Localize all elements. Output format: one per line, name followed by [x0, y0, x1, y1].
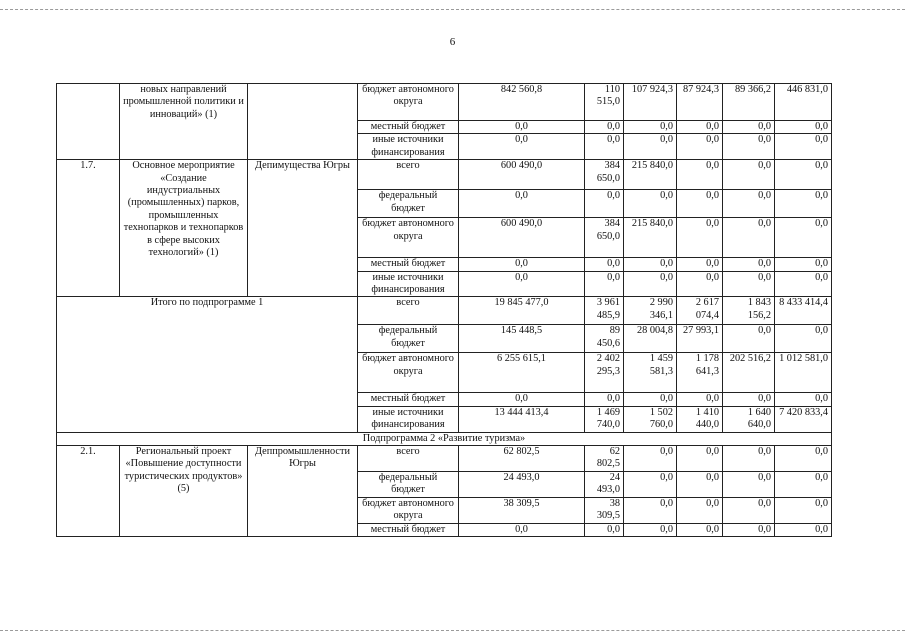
total-cell: 0,0	[459, 271, 585, 297]
year-value-cell: 0,0	[624, 258, 677, 271]
total-row	[57, 297, 832, 325]
year-value-cell: 0,0	[677, 160, 723, 190]
year-value-cell: 1 410 440,0	[677, 406, 723, 432]
year-value-cell: 1 640 640,0	[723, 406, 775, 432]
year-value-cell: 0,0	[775, 190, 832, 218]
total-cell: 6 255 615,1	[459, 353, 585, 393]
year-value-cell: 38 309,5	[585, 497, 624, 523]
total-cell: 600 490,0	[459, 160, 585, 190]
year-value-cell: 0,0	[677, 497, 723, 523]
year-value-cell: 0,0	[723, 121, 775, 134]
year-value-cell: 0,0	[624, 134, 677, 160]
year-value-cell: 0,0	[677, 271, 723, 297]
funding-source-cell: федеральный бюджет	[358, 190, 459, 218]
total-cell: 0,0	[459, 121, 585, 134]
year-value-cell: 27 993,1	[677, 325, 723, 353]
year-value-cell: 215 840,0	[624, 160, 677, 190]
year-value-cell: 2 617 074,4	[677, 297, 723, 325]
total-cell: 62 802,5	[459, 446, 585, 472]
scan-edge-bottom	[0, 630, 905, 631]
total-cell: 19 845 477,0	[459, 297, 585, 325]
scan-edge-top	[0, 9, 905, 10]
table-row	[57, 160, 832, 190]
year-value-cell: 1 502 760,0	[624, 406, 677, 432]
year-value-cell: 0,0	[723, 258, 775, 271]
year-value-cell: 3 961 485,9	[585, 297, 624, 325]
year-value-cell: 0,0	[585, 523, 624, 536]
year-value-cell: 0,0	[585, 271, 624, 297]
year-value-cell: 0,0	[775, 446, 832, 472]
item-name-cell: новых направлений промышленной политики и инноваций» (1)	[120, 84, 248, 160]
year-value-cell: 0,0	[775, 258, 832, 271]
year-value-cell: 1 469 740,0	[585, 406, 624, 432]
year-value-cell: 0,0	[624, 121, 677, 134]
year-value-cell: 110 515,0	[585, 84, 624, 121]
year-value-cell: 0,0	[723, 393, 775, 406]
year-value-cell: 1 178 641,3	[677, 353, 723, 393]
year-value-cell: 0,0	[775, 121, 832, 134]
total-cell: 0,0	[459, 134, 585, 160]
total-cell: 0,0	[459, 393, 585, 406]
subprogram-header-row	[57, 432, 832, 445]
year-value-cell: 446 831,0	[775, 84, 832, 121]
year-value-cell: 0,0	[677, 446, 723, 472]
year-value-cell: 0,0	[585, 258, 624, 271]
year-value-cell: 0,0	[624, 190, 677, 218]
year-value-cell: 202 516,2	[723, 353, 775, 393]
year-value-cell: 28 004,8	[624, 325, 677, 353]
subprogram-2-title: Подпрограмма 2 «Развитие туризма»	[57, 432, 832, 445]
year-value-cell: 0,0	[677, 218, 723, 258]
executor-cell: Депимущества Югры	[248, 160, 358, 297]
item-number-cell	[57, 84, 120, 160]
year-value-cell: 0,0	[624, 446, 677, 472]
year-value-cell: 0,0	[775, 160, 832, 190]
total-cell: 0,0	[459, 258, 585, 271]
funding-source-cell: бюджет автономного округа	[358, 497, 459, 523]
funding-source-cell: всего	[358, 297, 459, 325]
year-value-cell: 384 650,0	[585, 160, 624, 190]
total-cell: 13 444 413,4	[459, 406, 585, 432]
funding-source-cell: местный бюджет	[358, 393, 459, 406]
year-value-cell: 0,0	[723, 471, 775, 497]
year-value-cell: 0,0	[775, 497, 832, 523]
year-value-cell: 0,0	[723, 134, 775, 160]
year-value-cell: 89 366,2	[723, 84, 775, 121]
funding-source-cell: иные источники финансирования	[358, 406, 459, 432]
funding-source-cell: иные источники финансирования	[358, 134, 459, 160]
year-value-cell: 215 840,0	[624, 218, 677, 258]
year-value-cell: 1 012 581,0	[775, 353, 832, 393]
funding-source-cell: местный бюджет	[358, 523, 459, 536]
funding-source-cell: всего	[358, 446, 459, 472]
table-row	[57, 446, 832, 472]
year-value-cell: 0,0	[677, 258, 723, 271]
year-value-cell: 0,0	[585, 190, 624, 218]
year-value-cell: 87 924,3	[677, 84, 723, 121]
year-value-cell: 0,0	[624, 471, 677, 497]
year-value-cell: 0,0	[723, 218, 775, 258]
year-value-cell: 1 843 156,2	[723, 297, 775, 325]
year-value-cell: 0,0	[723, 271, 775, 297]
funding-source-cell: бюджет автономного округа	[358, 353, 459, 393]
year-value-cell: 0,0	[624, 271, 677, 297]
year-value-cell: 0,0	[585, 121, 624, 134]
total-cell: 0,0	[459, 190, 585, 218]
item-name-cell: Региональный проект «Повышение доступности туристических продуктов» (5)	[120, 446, 248, 537]
total-cell: 24 493,0	[459, 471, 585, 497]
year-value-cell: 0,0	[624, 393, 677, 406]
year-value-cell: 8 433 414,4	[775, 297, 832, 325]
table-row	[57, 84, 832, 121]
year-value-cell: 0,0	[775, 218, 832, 258]
year-value-cell: 0,0	[723, 160, 775, 190]
year-value-cell: 0,0	[723, 325, 775, 353]
item-number-cell: 1.7.	[57, 160, 120, 297]
year-value-cell: 2 990 346,1	[624, 297, 677, 325]
funding-source-cell: бюджет автономного округа	[358, 84, 459, 121]
total-cell: 842 560,8	[459, 84, 585, 121]
year-value-cell: 24 493,0	[585, 471, 624, 497]
year-value-cell: 0,0	[585, 393, 624, 406]
year-value-cell: 0,0	[723, 446, 775, 472]
year-value-cell: 0,0	[677, 134, 723, 160]
total-cell: 0,0	[459, 523, 585, 536]
year-value-cell: 89 450,6	[585, 325, 624, 353]
year-value-cell: 107 924,3	[624, 84, 677, 121]
year-value-cell: 0,0	[677, 523, 723, 536]
year-value-cell: 0,0	[585, 134, 624, 160]
year-value-cell: 7 420 833,4	[775, 406, 832, 432]
funding-source-cell: бюджет автономного округа	[358, 218, 459, 258]
year-value-cell: 0,0	[677, 121, 723, 134]
item-name-cell: Основное мероприятие «Создание индустриальных (промышленных) парков, промышленных технопарков и технопарков в сфере высоких технологий» (1)	[120, 160, 248, 297]
budget-table-body	[57, 84, 832, 537]
total-cell: 600 490,0	[459, 218, 585, 258]
year-value-cell: 0,0	[775, 471, 832, 497]
item-number-cell: 2.1.	[57, 446, 120, 537]
year-value-cell: 0,0	[775, 393, 832, 406]
year-value-cell: 0,0	[624, 497, 677, 523]
year-value-cell: 0,0	[624, 523, 677, 536]
year-value-cell: 0,0	[677, 471, 723, 497]
year-value-cell: 0,0	[775, 271, 832, 297]
year-value-cell: 0,0	[723, 497, 775, 523]
subprogram-total-label: Итого по подпрограмме 1	[57, 297, 358, 432]
page-number: 6	[449, 36, 456, 48]
year-value-cell: 0,0	[677, 190, 723, 218]
total-cell: 145 448,5	[459, 325, 585, 353]
executor-cell	[248, 84, 358, 160]
total-cell: 38 309,5	[459, 497, 585, 523]
year-value-cell: 2 402 295,3	[585, 353, 624, 393]
year-value-cell: 0,0	[677, 393, 723, 406]
executor-cell: Деппромышленности Югры	[248, 446, 358, 537]
funding-source-cell: федеральный бюджет	[358, 325, 459, 353]
year-value-cell: 1 459 581,3	[624, 353, 677, 393]
year-value-cell: 62 802,5	[585, 446, 624, 472]
year-value-cell: 384 650,0	[585, 218, 624, 258]
year-value-cell: 0,0	[775, 325, 832, 353]
year-value-cell: 0,0	[723, 523, 775, 536]
year-value-cell: 0,0	[723, 190, 775, 218]
funding-source-cell: всего	[358, 160, 459, 190]
funding-source-cell: иные источники финансирования	[358, 271, 459, 297]
funding-source-cell: местный бюджет	[358, 258, 459, 271]
budget-table	[56, 83, 832, 537]
funding-source-cell: местный бюджет	[358, 121, 459, 134]
year-value-cell: 0,0	[775, 134, 832, 160]
funding-source-cell: федеральный бюджет	[358, 471, 459, 497]
year-value-cell: 0,0	[775, 523, 832, 536]
